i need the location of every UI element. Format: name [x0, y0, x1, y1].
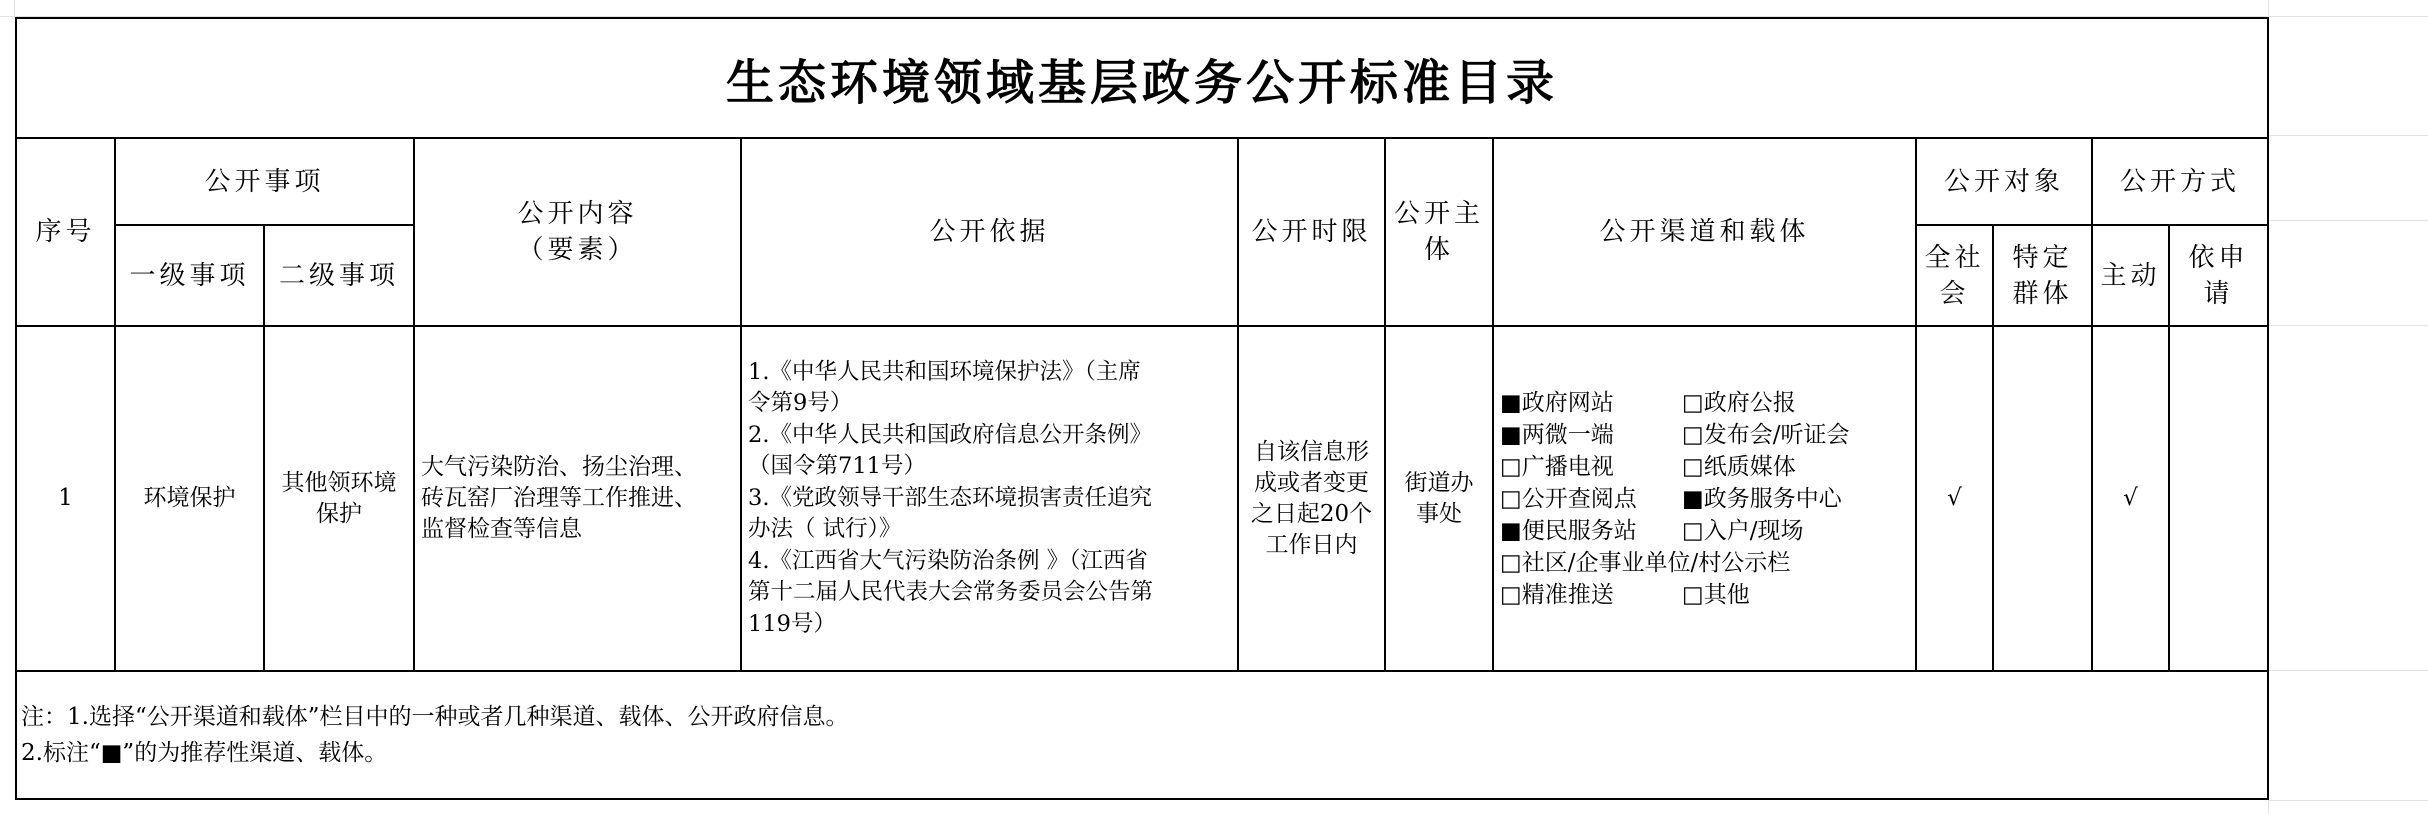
header-level2: 二级事项 — [264, 225, 414, 326]
channel-item: □社区/企事业单位/村公示栏 — [1500, 549, 1791, 576]
cell-level2-line1: 其他领环境 — [281, 469, 397, 496]
header-content — [414, 138, 741, 326]
time-line: 之日起20个 — [1250, 500, 1373, 527]
basis-line: 第十二届人民代表大会常务委员会公告第 — [748, 579, 1154, 606]
cell-method-apply-check — [2169, 326, 2268, 671]
footnote-line1: 注：1.选择“公开渠道和载体”栏目中的一种或者几种渠道、载体、公开政府信息。 — [21, 704, 849, 730]
channel-item: ■政务服务中心 — [1682, 485, 1842, 512]
channel-item: □发布会/听证会 — [1682, 421, 1850, 448]
gridline-row-4 — [2268, 670, 2428, 671]
basis-line: 4.《江西省大气污染防治条例 》（江西省 — [748, 547, 1148, 574]
header-target-all — [1916, 225, 1993, 326]
basis-line: 办法（ 试行）》 — [748, 516, 902, 543]
gridline-row-3 — [2268, 325, 2428, 326]
channel-item: ■两微一端 — [1500, 421, 1614, 448]
cell-target-all-check: √ — [1916, 326, 1993, 671]
header-subject-line2: 体 — [1423, 235, 1454, 265]
cell-channels — [1493, 326, 1916, 671]
basis-line: 3.《党政领导干部生态环境损害责任追究 — [748, 484, 1152, 511]
channel-item: ■政府网站 — [1500, 389, 1614, 416]
cell-content — [414, 326, 741, 671]
gridline-row-2 — [2268, 220, 2428, 221]
header-content-line2: （要素） — [517, 235, 638, 265]
cell-content-line3: 监督检查等信息 — [421, 516, 582, 542]
header-level1: 一级事项 — [115, 225, 264, 326]
header-method-apply-line1: 依申 — [2188, 242, 2249, 273]
header-target-all-line1: 全社 — [1924, 242, 1985, 273]
header-target: 公开对象 — [1916, 138, 2092, 225]
catalog-table — [15, 17, 2269, 800]
basis-line: 119号） — [748, 610, 836, 637]
channel-item: □政府公报 — [1682, 389, 1796, 416]
footnote-line2: 2.标注“■”的为推荐性渠道、载体。 — [21, 740, 388, 766]
cell-level1: 环境保护 — [115, 326, 264, 671]
header-content-line1: 公开内容 — [517, 199, 638, 229]
header-method-apply — [2169, 225, 2268, 326]
header-seq: 序号 — [16, 138, 115, 326]
header-channel: 公开渠道和载体 — [1493, 138, 1916, 326]
header-method-active: 主动 — [2092, 225, 2169, 326]
page-title: 生态环境领域基层政务公开标准目录 — [16, 18, 2268, 138]
gridline-row-5 — [2268, 800, 2428, 801]
subject-line: 街道办 — [1404, 469, 1474, 496]
channel-item: □公开查阅点 — [1500, 485, 1637, 512]
cell-level2 — [264, 326, 414, 671]
header-target-specific — [1993, 225, 2092, 326]
header-basis: 公开依据 — [741, 138, 1238, 326]
cell-content-line1: 大气污染防治、扬尘治理、 — [421, 454, 697, 480]
header-subject-line1: 公开主 — [1393, 199, 1484, 229]
time-line: 自该信息形 — [1254, 438, 1369, 465]
cell-seq: 1 — [16, 326, 115, 671]
cell-content-line2: 砖瓦窑厂治理等工作推进、 — [421, 485, 697, 511]
cell-subject — [1385, 326, 1493, 671]
channel-item: □精准推送 — [1500, 581, 1614, 608]
header-time-limit: 公开时限 — [1238, 138, 1385, 326]
cell-method-active-check: √ — [2092, 326, 2169, 671]
time-line: 工作日内 — [1265, 531, 1358, 558]
header-target-specific-line2: 群体 — [2012, 278, 2073, 309]
table-row — [16, 326, 2268, 671]
cell-time-limit — [1238, 326, 1385, 671]
time-line: 成或者变更 — [1254, 469, 1369, 496]
cell-target-specific-check — [1993, 326, 2092, 671]
basis-line: 令第9号） — [748, 390, 853, 417]
basis-line: 2.《中华人民共和国政府信息公开条例》 — [748, 421, 1152, 448]
channel-list — [1494, 387, 1915, 611]
header-method-apply-line2: 请 — [2203, 278, 2234, 309]
channel-item: □其他 — [1682, 581, 1750, 608]
channel-item: ■便民服务站 — [1500, 517, 1637, 544]
header-target-all-line2: 会 — [1939, 278, 1970, 309]
gridline-left — [14, 0, 15, 17]
header-method: 公开方式 — [2092, 138, 2268, 225]
header-subject — [1385, 138, 1493, 326]
basis-line: 1.《中华人民共和国环境保护法》（主席 — [748, 358, 1141, 385]
basis-line: （国令第711号） — [748, 453, 926, 480]
channel-item: □广播电视 — [1500, 453, 1614, 480]
channel-item — [1682, 547, 1882, 579]
subject-line: 事处 — [1416, 500, 1462, 527]
channel-item: □纸质媒体 — [1682, 453, 1796, 480]
cell-level2-line2: 保护 — [316, 500, 362, 527]
cell-basis — [741, 326, 1238, 671]
gridline-row-1 — [2268, 135, 2428, 136]
header-items: 公开事项 — [115, 138, 414, 225]
header-target-specific-line1: 特定 — [2012, 242, 2073, 273]
channel-item: □入户/现场 — [1682, 517, 1804, 544]
footnote — [16, 671, 2268, 799]
